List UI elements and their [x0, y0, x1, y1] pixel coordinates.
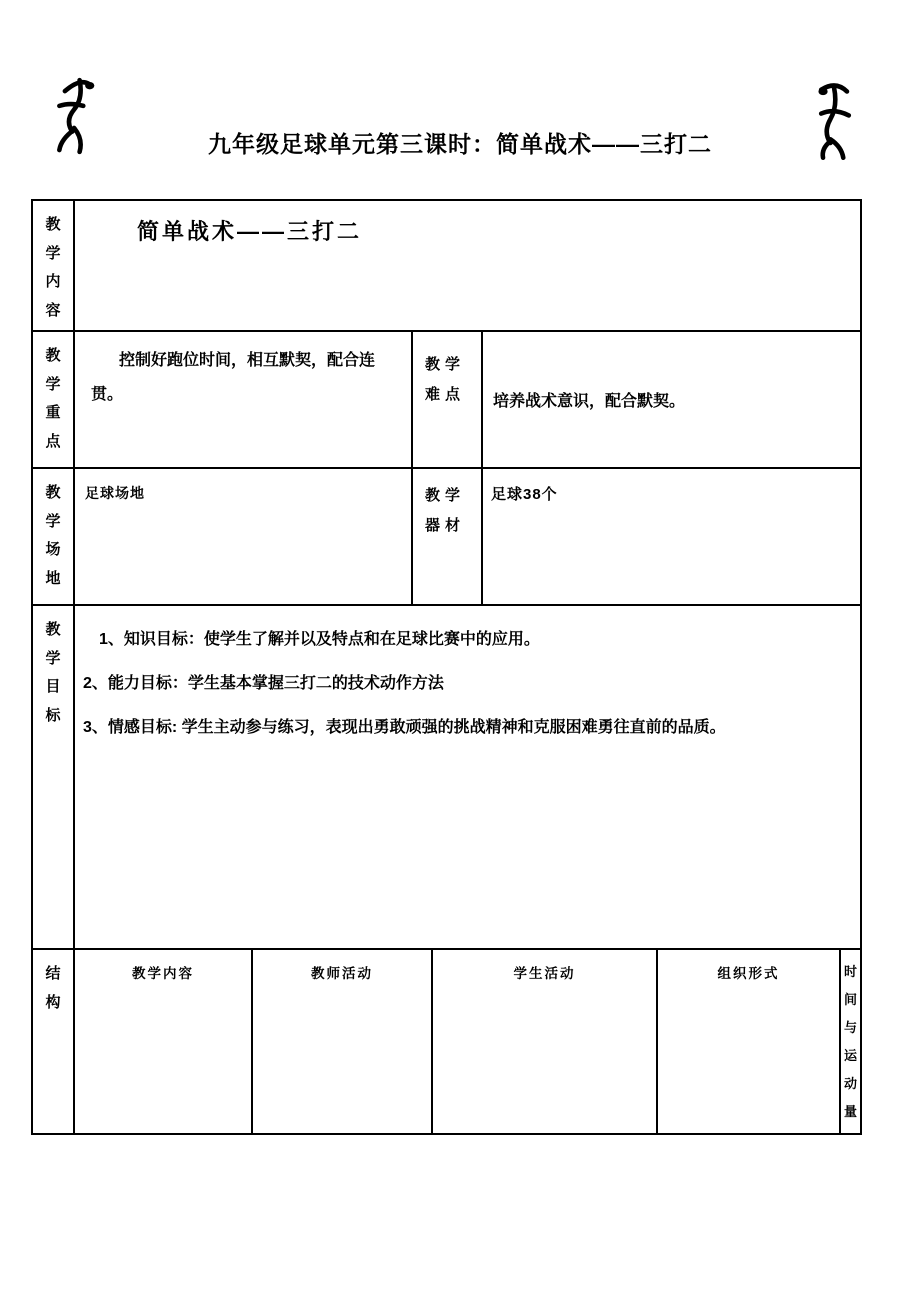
column-header-label: 学生活动: [513, 966, 576, 981]
row-header-label: 教学场地: [45, 484, 61, 587]
row-header-label: 结构: [45, 965, 61, 1011]
row-header-label: 教学内容: [45, 216, 61, 319]
venue-value-cell: [75, 469, 413, 604]
table-row-venue-equipment: [33, 469, 860, 606]
focus-text: 控制好跑位时间，相互默契，配合连贯。: [91, 352, 376, 403]
objective-item: 1、知识目标：使学生了解并以及特点和在足球比赛中的应用。: [99, 631, 540, 648]
column-header-label: 组织形式: [717, 966, 780, 981]
table-row-structure: [33, 950, 860, 1133]
difficulty-header-label: 教学难点: [425, 356, 466, 403]
table-row-teaching-content: [33, 201, 860, 332]
row-header-teaching-focus: [33, 332, 75, 467]
row-header-structure: [33, 950, 75, 1133]
equipment-value-cell: [483, 469, 860, 604]
row-header-teaching-venue: [33, 469, 75, 604]
column-header-time-load: [841, 950, 860, 1133]
column-header-teacher-activity: [253, 950, 433, 1133]
row-header-label: 教学目标: [45, 621, 61, 724]
objective-item: 2、能力目标：学生基本掌握三打二的技术动作方法: [83, 675, 444, 692]
column-header-label: 教学内容: [132, 966, 194, 981]
column-header-teaching-content: [75, 950, 253, 1133]
column-header-label: 教师活动: [311, 966, 373, 981]
lesson-plan-table: [31, 199, 862, 1135]
equipment-header-cell: [413, 469, 483, 604]
page-title: 九年级足球单元第三课时：简单战术——三打二: [208, 131, 712, 157]
column-header-student-activity: [433, 950, 658, 1133]
difficulty-value: 培养战术意识，配合默契。: [493, 393, 686, 410]
column-header-organization: [658, 950, 841, 1133]
equipment-header-label: 教学器材: [425, 487, 466, 534]
teaching-focus-value: [75, 332, 413, 467]
table-row-objectives: [33, 606, 860, 950]
row-header-label: 教学重点: [45, 347, 61, 450]
objective-item: 3、情感目标: 学生主动参与练习，表现出勇敢顽强的挑战精神和克服困难勇往直前的品质。: [83, 719, 726, 736]
equipment-text: 足球38个: [491, 486, 558, 503]
column-header-label: 时间与运动量: [843, 964, 857, 1119]
teaching-content-value: 简单战术——三打二: [137, 219, 363, 244]
row-header-teaching-objectives: [33, 606, 75, 948]
difficulty-header-cell: [413, 332, 483, 467]
table-row-focus-difficulty: [33, 332, 860, 469]
venue-text: 足球场地: [85, 485, 145, 501]
row-header-teaching-content: [33, 201, 75, 330]
objectives-list: [75, 606, 860, 948]
